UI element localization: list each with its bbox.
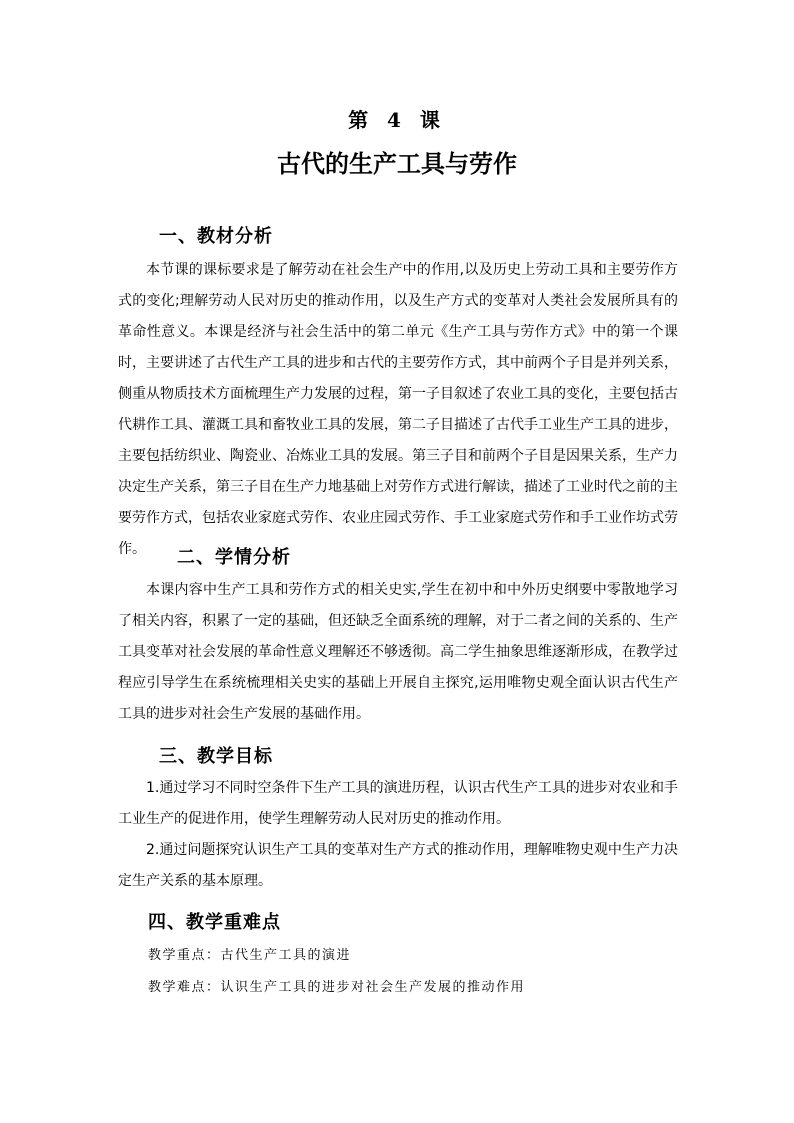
paragraph-student-analysis: 本课内容中生产工具和劳作方式的相关史实,学生在初中和中外历史纲要中零散地学习了相关内容，积累了一定的基础，但还缺乏全面系统的理解，对于二者之间的关系的、生产工具变革对社会发展的革命性意义理解还不够透彻。高二学生抽象思维逐渐形成，在教学过程应引导学生在系统梳理相关史实的基础上开展自主探究,运用唯物史观全面认识古代生产工具的进步对社会生产发展的基础作用。: [118, 582, 678, 722]
paragraph-material-analysis: 本节课的课标要求是了解劳动在社会生产中的作用,以及历史上劳动工具和主要劳作方式的变化;理解劳动人民对历史的推动作用，以及生产方式的变革对人类社会发展所具有的革命性意义。本课是经济与社会生活中的第二单元《生产工具与劳作方式》中的第一个课时，主要讲述了古代生产工具的进步和古代的主要劳作方式，其中前两个子目是并列关系，侧重从物质技术方面梳理生产力发展的过程，第一子目叙述了农业工具的变化，主要包括古代耕作工具、灌溉工具和畜牧业工具的发展，第二子目描述了古代手工业生产工具的进步，主要包括纺织业、陶瓷业、冶炼业工具的发展。第三子目和前两个子目是因果关系，生产力决定生产关系，第三子目在生产力地基础上对劳作方式进行解读，描述了工业时代之前的主要劳作方式，包括农业家庭式劳作、农业庄园式劳作、手工业家庭式劳作和手工业作坊式劳作。: [118, 262, 678, 557]
teaching-difficulty: 教学难点：认识生产工具的进步对社会生产发展的推动作用: [148, 980, 526, 995]
lesson-number: 第 4 课: [348, 108, 446, 132]
teaching-goal-item-2: 2.通过问题探究认识生产工具的变革对生产方式的推动作用，理解唯物史观中生产力决定生产关系的基本原理。: [118, 842, 678, 889]
teaching-focus: 教学重点：古代生产工具的演进: [148, 948, 352, 963]
section-heading-teaching-goals: 三、教学目标: [159, 746, 273, 767]
teaching-goal-item-1: 1.通过学习不同时空条件下生产工具的演进历程，认识古代生产工具的进步对农业和手工业生产的促进作用，使学生理解劳动人民对历史的推动作用。: [118, 780, 678, 827]
section-heading-key-points: 四、教学重难点: [148, 912, 281, 933]
section-heading-material-analysis: 一、教材分析: [159, 226, 273, 247]
section-heading-student-analysis: 二、学情分析: [177, 547, 291, 568]
lesson-title: 古代的生产工具与劳作: [277, 150, 517, 178]
